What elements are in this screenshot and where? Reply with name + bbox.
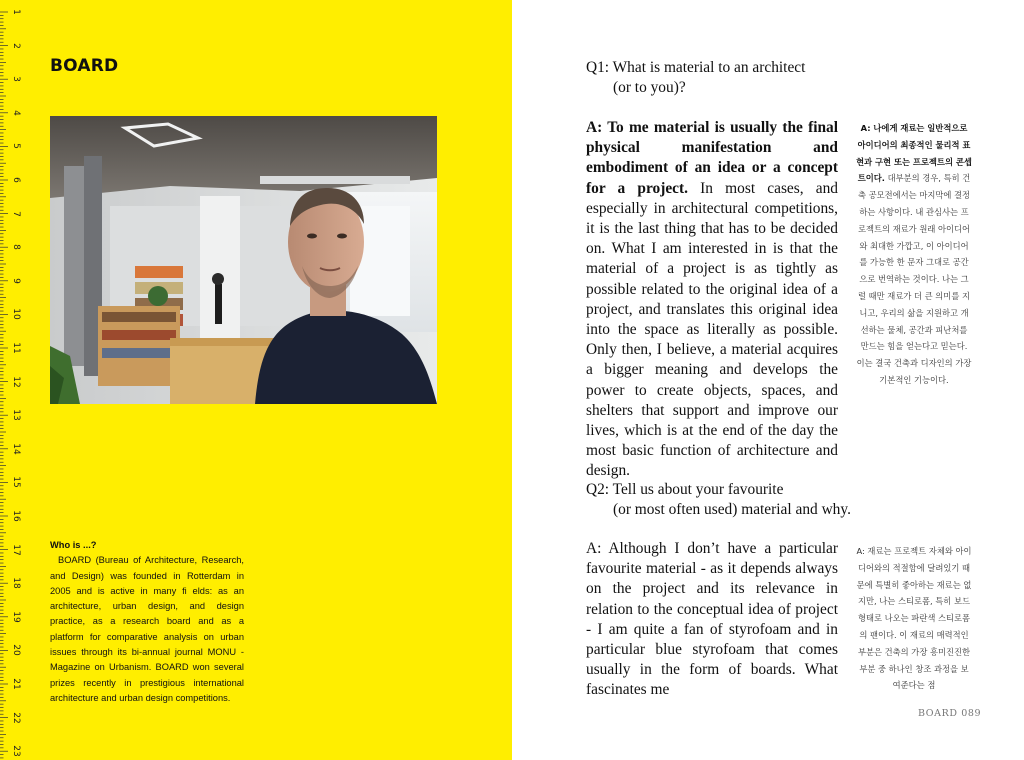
ruler-number: 22 [11, 711, 21, 724]
ruler-number: 4 [11, 109, 21, 116]
ruler-number: 7 [11, 210, 21, 217]
ruler-number: 13 [11, 409, 21, 421]
ruler-number: 21 [11, 678, 21, 690]
answer-1-korean-lead: 나에게 재료는 일반적으로 아이디어의 최종적인 물리적 표현과 구현 또는 프로젝트의 콘셉트이다. [856, 123, 972, 184]
ruler-number: 3 [11, 76, 21, 83]
question-2 [586, 480, 856, 520]
ruler-number: 18 [11, 577, 21, 589]
who-is-heading: Who is ...? [50, 540, 97, 550]
question-1-line2: (or to you)? [613, 79, 686, 96]
ruler-number: 14 [11, 443, 21, 455]
answer-1-prefix: A: [586, 119, 608, 136]
ruler-number: 19 [11, 611, 21, 623]
answer-1 [586, 118, 838, 482]
question-1-line1: Q1: What is material to an architect [586, 59, 806, 76]
ruler-number: 15 [11, 476, 21, 489]
answer-1-body: In most cases, and especially in architectural competitions, it is the last thing that has to be decided on. What I am interested in is that the material of a project is as tightly as possible related to the original idea of a project, and translates this original idea into the space as literally as possible. Only then, I believe, a material acquires a bigger meaning and develops the power to create objects, spaces, and shelters that support and improve our lives, which is at the end of the day the most basic function of architecture and design. [586, 179, 838, 480]
ruler-number: 11 [11, 342, 21, 354]
answer-1-korean [856, 120, 972, 389]
ruler-number: 6 [11, 177, 21, 183]
portrait-photo [50, 116, 437, 404]
answer-2: A: Although I don’t have a particular favourite material - as it depends always on the project and its relevance in relation to the conceptual idea of project - I am quite a fan of styrofoam and in particular blue styrofoam that comes usually in the form of boards. What fascinates me [586, 540, 838, 699]
question-2-line2: (or most often used) material and why. [613, 501, 851, 518]
ruler-number: 20 [11, 644, 21, 657]
ruler-number: 9 [11, 277, 21, 284]
ruler-number: 1 [11, 9, 21, 15]
answer-1-korean-body: 대부분의 경우, 특히 건축 공모전에서는 마지막에 결정하는 사항이다. 내 관심사는 프로젝트의 재료가 원래 아이디어와 최대한 가깝고, 이 아이디어를 가능한 한 문자 그대로 공간으로 번역하는 것이다. 나는 그럴 때만 재료가 더 큰 의미를 지니고, 우리의 삶을 지원하고 개선하는 물체, 공간과 피난처를 만드는 힘을 얻는다고 믿는다. 이는 결국 건축과 디자인의 가장 기본적인 기능이다. [856, 173, 972, 385]
who-is-body: BOARD (Bureau of Architecture, Research, and Design) was founded in Rotterdam in 2005 and is active in many fi elds: as an architecture, urban design, and design practice, as a research board and as a platform for comparative analysis on urban issues through its bi-annual journal MONU - Magazine on Urbanism. BOARD won several prizes recently in prestigious international architecture and urban design competitions. [50, 555, 244, 703]
ruler-number: 17 [11, 543, 21, 556]
ruler-number: 2 [11, 42, 21, 49]
question-1 [586, 58, 846, 98]
who-is-box [50, 538, 244, 706]
ruler-number: 5 [11, 143, 21, 150]
ruler-number: 10 [11, 308, 21, 321]
ruler-number: 12 [11, 375, 21, 388]
page-folio: BOARD 089 [918, 708, 982, 719]
ruler-number: 16 [11, 510, 21, 522]
answer-1-lead: To me material is usually the final physical manifestation and embodiment of an idea or a concept for a project. [586, 119, 838, 197]
question-2-line1: Q2: Tell us about your favourite [586, 481, 784, 498]
ruler-number: 23 [11, 745, 21, 757]
answer-2-korean: A: 재료는 프로젝트 자체와 아이디어와의 적절함에 달려있기 때문에 특별히 좋아하는 재료는 없지만, 나는 스티로폼, 특히 보드 형태로 나오는 파란색 스티로폼의 팬이다. 이 재료의 매력적인 부분은 건축의 가장 흥미진진한 부분 중 하나인 창조 과정을 보여준다는 점 [856, 546, 972, 691]
page-title: BOARD [50, 56, 119, 76]
answer-1-korean-prefix: A: [860, 123, 874, 133]
ruler-number: 8 [11, 244, 21, 251]
